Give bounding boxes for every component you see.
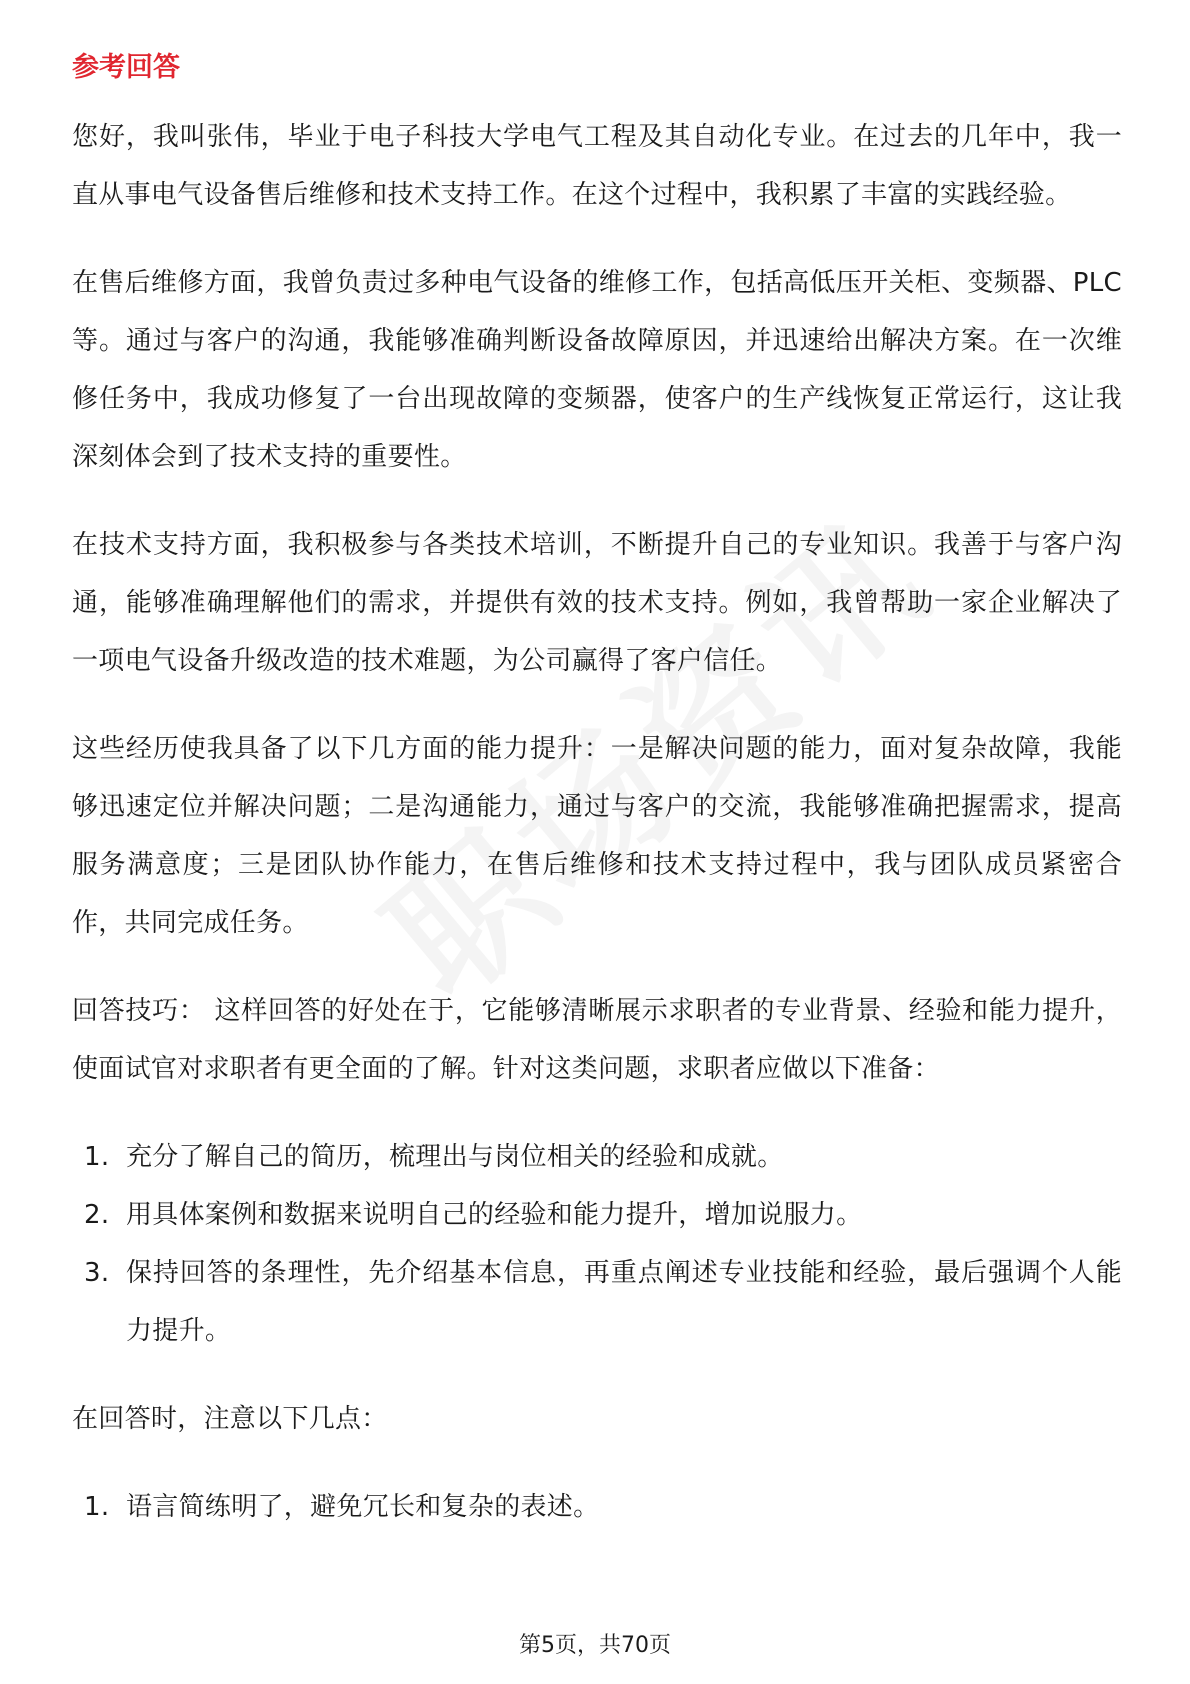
list-item bbox=[72, 1478, 1122, 1536]
notes-list bbox=[72, 1478, 1122, 1536]
list-text: 充分了解自己的简历，梳理出与岗位相关的经验和成就。 bbox=[126, 1142, 784, 1172]
list-item bbox=[72, 1186, 1122, 1244]
section-title: 参考回答 bbox=[72, 52, 180, 83]
list-text: 语言简练明了，避免冗长和复杂的表述。 bbox=[126, 1492, 600, 1522]
list-number: 1. bbox=[84, 1492, 110, 1522]
paragraph-intro: 您好，我叫张伟，毕业于电子科技大学电气工程及其自动化专业。在过去的几年中，我一直从事电气设备售后维修和技术支持工作。在这个过程中，我积累了丰富的实践经验。 bbox=[72, 122, 1122, 210]
paragraph-repair: 在售后维修方面，我曾负责过多种电气设备的维修工作，包括高低压开关柜、变频器、PLC等。通过与客户的沟通，我能够准确判断设备故障原因，并迅速给出解决方案。在一次维修任务中，我成功修复了一台出现故障的变频器，使客户的生产线恢复正常运行，这让我深刻体会到了技术支持的重要性。 bbox=[72, 268, 1122, 472]
list-number: 2. bbox=[84, 1200, 110, 1230]
list-text: 用具体案例和数据来说明自己的经验和能力提升，增加说服力。 bbox=[126, 1200, 863, 1230]
list-text: 保持回答的条理性，先介绍基本信息，再重点阐述专业技能和经验，最后强调个人能力提升。 bbox=[126, 1258, 1122, 1346]
document-page bbox=[72, 48, 1122, 1566]
tips-list bbox=[72, 1128, 1122, 1360]
paragraph-tips: 回答技巧： 这样回答的好处在于，它能够清晰展示求职者的专业背景、经验和能力提升，使面试官对求职者有更全面的了解。针对这类问题，求职者应做以下准备： bbox=[72, 996, 1122, 1084]
list-number: 3. bbox=[84, 1258, 110, 1288]
page-footer: 第5页，共70页 bbox=[519, 1633, 671, 1658]
list-item bbox=[72, 1128, 1122, 1186]
paragraph-abilities: 这些经历使我具备了以下几方面的能力提升：一是解决问题的能力，面对复杂故障，我能够迅速定位并解决问题；二是沟通能力，通过与客户的交流，我能够准确把握需求，提高服务满意度；三是团队协作能力，在售后维修和技术支持过程中，我与团队成员紧密合作，共同完成任务。 bbox=[72, 734, 1122, 938]
notes-heading: 在回答时，注意以下几点： bbox=[72, 1404, 388, 1434]
paragraph-support: 在技术支持方面，我积极参与各类技术培训，不断提升自己的专业知识。我善于与客户沟通，能够准确理解他们的需求，并提供有效的技术支持。例如，我曾帮助一家企业解决了一项电气设备升级改造的技术难题，为公司赢得了客户信任。 bbox=[72, 530, 1122, 676]
list-number: 1. bbox=[84, 1142, 110, 1172]
list-item bbox=[72, 1244, 1122, 1360]
